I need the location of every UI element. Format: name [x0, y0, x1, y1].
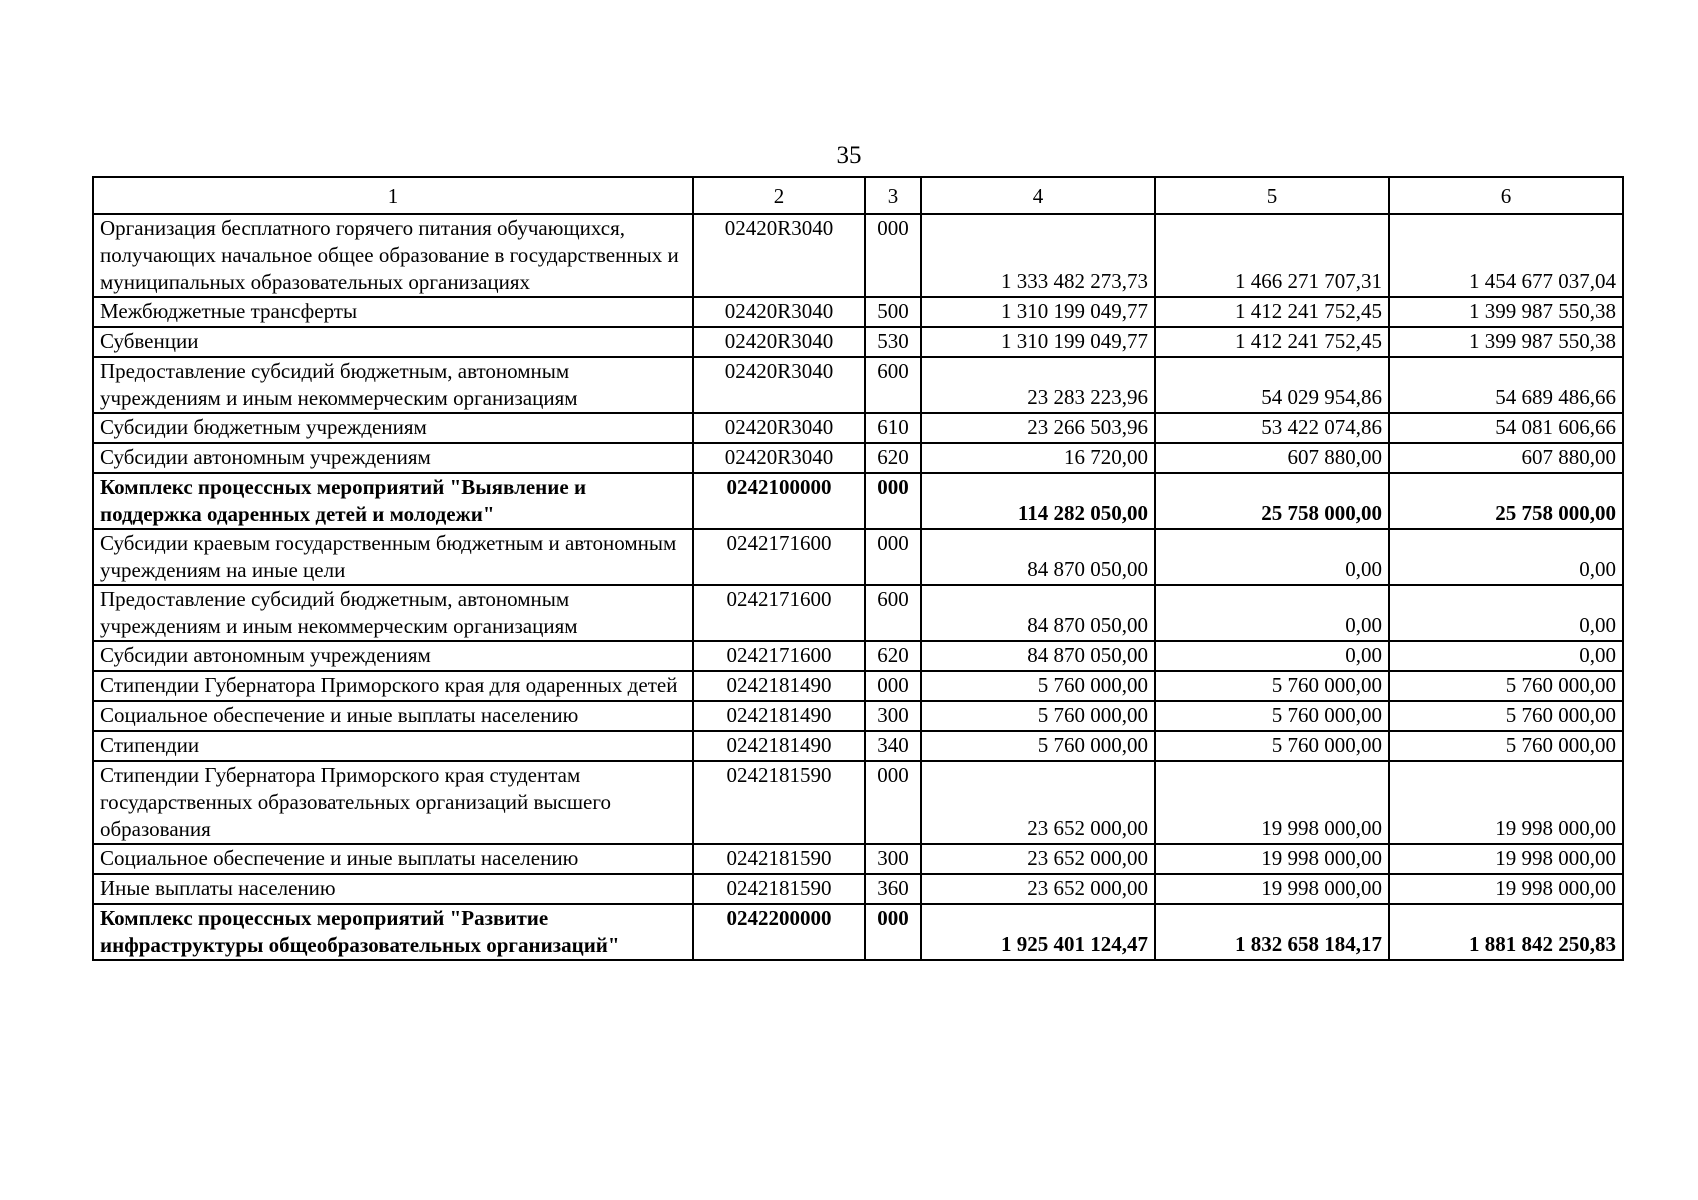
header-col-1: 1	[93, 177, 693, 214]
row-amount-col4: 1 333 482 273,73	[921, 214, 1155, 297]
row-amount-col5: 5 760 000,00	[1155, 701, 1389, 731]
row-target-code: 0242181490	[693, 731, 865, 761]
row-expense-type: 620	[865, 641, 921, 671]
row-target-code: 0242171600	[693, 529, 865, 585]
row-expense-type: 000	[865, 214, 921, 297]
row-expense-type: 000	[865, 904, 921, 960]
row-amount-col6: 19 998 000,00	[1389, 761, 1623, 844]
header-col-4: 4	[921, 177, 1155, 214]
row-target-code: 0242181590	[693, 844, 865, 874]
row-amount-col5: 19 998 000,00	[1155, 874, 1389, 904]
row-amount-col5: 5 760 000,00	[1155, 731, 1389, 761]
row-name: Иные выплаты населению	[93, 874, 693, 904]
row-amount-col4: 23 652 000,00	[921, 761, 1155, 844]
table-row	[93, 214, 1623, 297]
row-target-code: 0242200000	[693, 904, 865, 960]
row-name: Предоставление субсидий бюджетным, автономным учреждениям и иным некоммерческим организациям	[93, 357, 693, 413]
row-expense-type: 340	[865, 731, 921, 761]
row-expense-type: 000	[865, 671, 921, 701]
row-amount-col4: 84 870 050,00	[921, 585, 1155, 641]
header-row	[93, 177, 1623, 214]
row-amount-col4: 5 760 000,00	[921, 671, 1155, 701]
header-col-6: 6	[1389, 177, 1623, 214]
row-expense-type: 360	[865, 874, 921, 904]
row-expense-type: 500	[865, 297, 921, 327]
row-name: Организация бесплатного горячего питания обучающихся, получающих начальное общее образование в государственных и муниципальных образовательных организациях	[93, 214, 693, 297]
row-expense-type: 530	[865, 327, 921, 357]
table-row	[93, 413, 1623, 443]
row-amount-col6: 54 689 486,66	[1389, 357, 1623, 413]
row-expense-type: 300	[865, 701, 921, 731]
row-amount-col4: 1 310 199 049,77	[921, 297, 1155, 327]
row-name: Комплекс процессных мероприятий "Развитие инфраструктуры общеобразовательных организаций"	[93, 904, 693, 960]
header-col-2: 2	[693, 177, 865, 214]
row-amount-col5: 1 412 241 752,45	[1155, 327, 1389, 357]
row-expense-type: 610	[865, 413, 921, 443]
row-target-code: 0242181490	[693, 671, 865, 701]
table-row	[93, 443, 1623, 473]
row-amount-col4: 23 283 223,96	[921, 357, 1155, 413]
row-amount-col4: 5 760 000,00	[921, 701, 1155, 731]
budget-table	[92, 176, 1624, 961]
row-amount-col6: 1 454 677 037,04	[1389, 214, 1623, 297]
row-amount-col5: 5 760 000,00	[1155, 671, 1389, 701]
row-amount-col5: 25 758 000,00	[1155, 473, 1389, 529]
row-amount-col5: 19 998 000,00	[1155, 844, 1389, 874]
header-col-3: 3	[865, 177, 921, 214]
row-expense-type: 620	[865, 443, 921, 473]
row-amount-col6: 25 758 000,00	[1389, 473, 1623, 529]
row-amount-col6: 19 998 000,00	[1389, 874, 1623, 904]
row-target-code: 02420R3040	[693, 214, 865, 297]
row-amount-col6: 5 760 000,00	[1389, 701, 1623, 731]
row-name: Межбюджетные трансферты	[93, 297, 693, 327]
table-row	[93, 297, 1623, 327]
row-target-code: 02420R3040	[693, 443, 865, 473]
row-expense-type: 000	[865, 473, 921, 529]
table-row	[93, 585, 1623, 641]
row-name: Субсидии бюджетным учреждениям	[93, 413, 693, 443]
row-target-code: 0242171600	[693, 585, 865, 641]
table-row	[93, 671, 1623, 701]
row-amount-col6: 0,00	[1389, 529, 1623, 585]
row-target-code: 02420R3040	[693, 297, 865, 327]
row-target-code: 0242100000	[693, 473, 865, 529]
table-row	[93, 641, 1623, 671]
row-amount-col5: 0,00	[1155, 585, 1389, 641]
row-target-code: 0242181590	[693, 761, 865, 844]
row-amount-col5: 1 412 241 752,45	[1155, 297, 1389, 327]
row-amount-col4: 114 282 050,00	[921, 473, 1155, 529]
row-name: Субсидии автономным учреждениям	[93, 641, 693, 671]
row-amount-col6: 54 081 606,66	[1389, 413, 1623, 443]
row-name: Предоставление субсидий бюджетным, автономным учреждениям и иным некоммерческим организациям	[93, 585, 693, 641]
table-row	[93, 473, 1623, 529]
row-amount-col6: 1 399 987 550,38	[1389, 327, 1623, 357]
row-amount-col4: 23 652 000,00	[921, 874, 1155, 904]
row-amount-col5: 0,00	[1155, 529, 1389, 585]
row-amount-col5: 0,00	[1155, 641, 1389, 671]
row-amount-col4: 1 925 401 124,47	[921, 904, 1155, 960]
row-name: Субсидии краевым государственным бюджетным и автономным учреждениям на иные цели	[93, 529, 693, 585]
row-amount-col5: 1 832 658 184,17	[1155, 904, 1389, 960]
row-amount-col6: 0,00	[1389, 641, 1623, 671]
row-amount-col6: 1 881 842 250,83	[1389, 904, 1623, 960]
row-name: Социальное обеспечение и иные выплаты населению	[93, 844, 693, 874]
row-amount-col5: 1 466 271 707,31	[1155, 214, 1389, 297]
row-expense-type: 000	[865, 529, 921, 585]
row-expense-type: 600	[865, 585, 921, 641]
table-row	[93, 529, 1623, 585]
row-name: Социальное обеспечение и иные выплаты населению	[93, 701, 693, 731]
header-col-5: 5	[1155, 177, 1389, 214]
row-amount-col5: 607 880,00	[1155, 443, 1389, 473]
row-name: Стипендии Губернатора Приморского края для одаренных детей	[93, 671, 693, 701]
row-amount-col6: 0,00	[1389, 585, 1623, 641]
row-target-code: 02420R3040	[693, 327, 865, 357]
row-amount-col6: 1 399 987 550,38	[1389, 297, 1623, 327]
table-row	[93, 327, 1623, 357]
row-amount-col4: 5 760 000,00	[921, 731, 1155, 761]
row-name: Субсидии автономным учреждениям	[93, 443, 693, 473]
row-expense-type: 000	[865, 761, 921, 844]
row-target-code: 02420R3040	[693, 357, 865, 413]
row-target-code: 0242181590	[693, 874, 865, 904]
table-row	[93, 874, 1623, 904]
row-amount-col4: 84 870 050,00	[921, 641, 1155, 671]
row-expense-type: 300	[865, 844, 921, 874]
row-name: Стипендии Губернатора Приморского края студентам государственных образовательных организаций высшего образования	[93, 761, 693, 844]
row-target-code: 0242171600	[693, 641, 865, 671]
row-amount-col4: 1 310 199 049,77	[921, 327, 1155, 357]
row-name: Субвенции	[93, 327, 693, 357]
row-amount-col4: 84 870 050,00	[921, 529, 1155, 585]
row-amount-col6: 19 998 000,00	[1389, 844, 1623, 874]
row-target-code: 02420R3040	[693, 413, 865, 443]
row-amount-col6: 5 760 000,00	[1389, 671, 1623, 701]
row-name: Стипендии	[93, 731, 693, 761]
row-amount-col5: 53 422 074,86	[1155, 413, 1389, 443]
table-row	[93, 731, 1623, 761]
row-amount-col5: 54 029 954,86	[1155, 357, 1389, 413]
row-amount-col5: 19 998 000,00	[1155, 761, 1389, 844]
row-expense-type: 600	[865, 357, 921, 413]
row-target-code: 0242181490	[693, 701, 865, 731]
table-row	[93, 357, 1623, 413]
table-row	[93, 761, 1623, 844]
row-amount-col4: 23 652 000,00	[921, 844, 1155, 874]
page-number: 35	[836, 142, 862, 169]
table-row	[93, 701, 1623, 731]
table-row	[93, 904, 1623, 960]
row-amount-col6: 5 760 000,00	[1389, 731, 1623, 761]
row-amount-col4: 23 266 503,96	[921, 413, 1155, 443]
table-row	[93, 844, 1623, 874]
row-name: Комплекс процессных мероприятий "Выявление и поддержка одаренных детей и молодежи"	[93, 473, 693, 529]
row-amount-col6: 607 880,00	[1389, 443, 1623, 473]
row-amount-col4: 16 720,00	[921, 443, 1155, 473]
